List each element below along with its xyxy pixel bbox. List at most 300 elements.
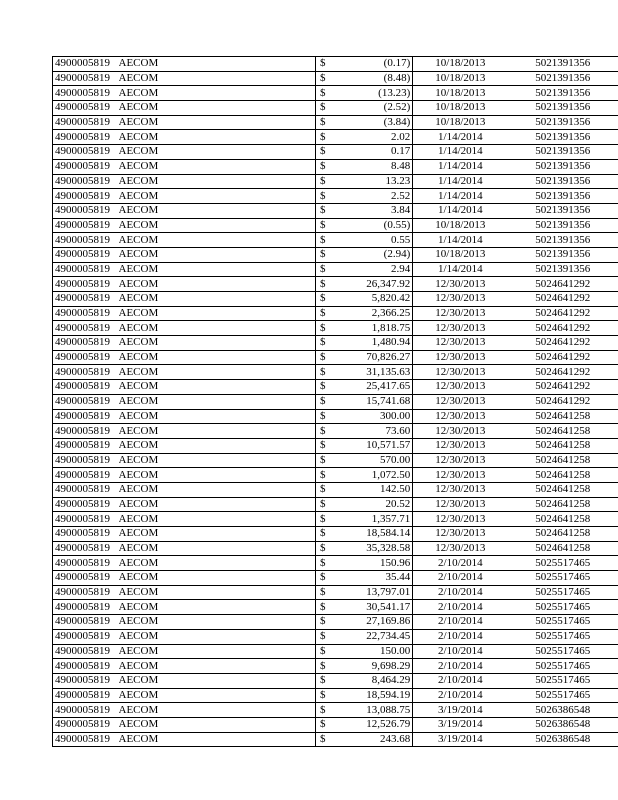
currency-cell: $ xyxy=(316,512,331,527)
document-number-cell: 5024641292 xyxy=(535,365,591,378)
document-number-cell: 5021391356 xyxy=(535,174,591,187)
document-number-cell: 5024641258 xyxy=(535,468,591,481)
vendor-name-cell: AECOM xyxy=(118,395,159,408)
date-cell: 1/14/2014 xyxy=(438,204,483,217)
date-cell: 12/30/2013 xyxy=(435,542,486,555)
vendor-name-cell: AECOM xyxy=(118,674,159,687)
amount-cell: 243.68 xyxy=(330,732,412,747)
currency-cell: $ xyxy=(316,629,331,644)
date-cell: 12/30/2013 xyxy=(435,483,486,496)
table-row xyxy=(53,350,618,365)
vendor-id-cell: 4900005819 xyxy=(53,644,119,659)
table-row xyxy=(53,130,618,145)
amount-cell: 13.23 xyxy=(330,174,412,189)
document-number-cell: 5024641258 xyxy=(535,512,591,525)
vendor-id-cell: 4900005819 xyxy=(53,101,119,116)
amount-cell: 9,698.29 xyxy=(330,659,412,674)
amount-cell: 1,818.75 xyxy=(330,321,412,336)
amount-cell: 18,594.19 xyxy=(330,688,412,703)
vendor-name-cell: AECOM xyxy=(118,659,159,672)
vendor-id-cell: 4900005819 xyxy=(53,615,119,630)
vendor-name-cell: AECOM xyxy=(118,424,159,437)
vendor-id-cell: 4900005819 xyxy=(53,409,119,424)
vendor-name-cell: AECOM xyxy=(118,600,159,613)
date-cell: 2/10/2014 xyxy=(438,630,483,643)
document-number-cell: 5024641258 xyxy=(535,483,591,496)
vendor-name-cell: AECOM xyxy=(118,233,159,246)
vendor-id-cell: 4900005819 xyxy=(53,306,119,321)
vendor-name-cell: AECOM xyxy=(118,483,159,496)
table-row xyxy=(53,571,618,586)
vendor-name-cell: AECOM xyxy=(118,630,159,643)
amount-cell: 142.50 xyxy=(330,482,412,497)
currency-cell: $ xyxy=(316,71,331,86)
document-number-cell: 5024641292 xyxy=(535,307,591,320)
currency-cell: $ xyxy=(316,615,331,630)
amount-cell: 3.84 xyxy=(330,203,412,218)
date-cell: 10/18/2013 xyxy=(435,248,486,261)
vendor-id-cell: 4900005819 xyxy=(53,57,119,72)
document-number-cell: 5025517465 xyxy=(535,630,591,643)
vendor-id-cell: 4900005819 xyxy=(53,394,119,409)
vendor-name-cell: AECOM xyxy=(118,497,159,510)
document-number-cell: 5024641292 xyxy=(535,351,591,364)
ledger-body xyxy=(53,57,618,747)
vendor-name-cell: AECOM xyxy=(118,542,159,555)
date-cell: 2/10/2014 xyxy=(438,674,483,687)
currency-cell: $ xyxy=(316,350,331,365)
document-number-cell: 5021391356 xyxy=(535,130,591,143)
vendor-name-cell: AECOM xyxy=(118,160,159,173)
date-cell: 10/18/2013 xyxy=(435,86,486,99)
vendor-name-cell: AECOM xyxy=(118,130,159,143)
document-number-cell: 5024641258 xyxy=(535,527,591,540)
date-cell: 1/14/2014 xyxy=(438,160,483,173)
document-number-cell: 5024641292 xyxy=(535,277,591,290)
date-cell: 12/30/2013 xyxy=(435,365,486,378)
currency-cell: $ xyxy=(316,336,331,351)
currency-cell: $ xyxy=(316,380,331,395)
date-cell: 10/18/2013 xyxy=(435,57,486,70)
vendor-id-cell: 4900005819 xyxy=(53,350,119,365)
document-number-cell: 5021391356 xyxy=(535,160,591,173)
date-cell: 12/30/2013 xyxy=(435,351,486,364)
table-row xyxy=(53,71,618,86)
currency-cell: $ xyxy=(316,57,331,72)
document-number-cell: 5026386548 xyxy=(535,703,591,716)
vendor-id-cell: 4900005819 xyxy=(53,115,119,130)
date-cell: 12/30/2013 xyxy=(435,453,486,466)
amount-cell: 18,584.14 xyxy=(330,527,412,542)
table-row xyxy=(53,101,618,116)
amount-cell: 0.17 xyxy=(330,145,412,160)
amount-cell: 27,169.86 xyxy=(330,615,412,630)
date-cell: 3/19/2014 xyxy=(438,718,483,731)
date-cell: 3/19/2014 xyxy=(438,732,483,745)
amount-cell: 300.00 xyxy=(330,409,412,424)
document-number-cell: 5021391356 xyxy=(535,189,591,202)
vendor-name-cell: AECOM xyxy=(118,556,159,569)
currency-cell: $ xyxy=(316,159,331,174)
table-row xyxy=(53,585,618,600)
amount-cell: 12,526.79 xyxy=(330,717,412,732)
date-cell: 1/14/2014 xyxy=(438,174,483,187)
amount-cell: 13,797.01 xyxy=(330,585,412,600)
vendor-id-cell: 4900005819 xyxy=(53,438,119,453)
amount-cell: 70,826.27 xyxy=(330,350,412,365)
vendor-name-cell: AECOM xyxy=(118,351,159,364)
amount-cell: 31,135.63 xyxy=(330,365,412,380)
vendor-id-cell: 4900005819 xyxy=(53,527,119,542)
vendor-id-cell: 4900005819 xyxy=(53,541,119,556)
currency-cell: $ xyxy=(316,145,331,160)
vendor-id-cell: 4900005819 xyxy=(53,629,119,644)
vendor-id-cell: 4900005819 xyxy=(53,673,119,688)
date-cell: 10/18/2013 xyxy=(435,72,486,85)
vendor-name-cell: AECOM xyxy=(118,571,159,584)
amount-cell: (3.84) xyxy=(330,115,412,130)
amount-cell: 20.52 xyxy=(330,497,412,512)
vendor-name-cell: AECOM xyxy=(118,204,159,217)
date-cell: 12/30/2013 xyxy=(435,439,486,452)
currency-cell: $ xyxy=(316,174,331,189)
document-number-cell: 5021391356 xyxy=(535,86,591,99)
currency-cell: $ xyxy=(316,365,331,380)
document-number-cell: 5024641258 xyxy=(535,542,591,555)
currency-cell: $ xyxy=(316,394,331,409)
vendor-name-cell: AECOM xyxy=(118,439,159,452)
table-row xyxy=(53,145,618,160)
document-number-cell: 5026386548 xyxy=(535,732,591,745)
table-row xyxy=(53,673,618,688)
amount-cell: 35,328.58 xyxy=(330,541,412,556)
amount-cell: 30,541.17 xyxy=(330,600,412,615)
date-cell: 1/14/2014 xyxy=(438,145,483,158)
vendor-id-cell: 4900005819 xyxy=(53,159,119,174)
amount-cell: 35.44 xyxy=(330,571,412,586)
amount-cell: 1,072.50 xyxy=(330,468,412,483)
vendor-id-cell: 4900005819 xyxy=(53,233,119,248)
vendor-id-cell: 4900005819 xyxy=(53,424,119,439)
vendor-name-cell: AECOM xyxy=(118,718,159,731)
amount-cell: 150.96 xyxy=(330,556,412,571)
vendor-name-cell: AECOM xyxy=(118,145,159,158)
amount-cell: 150.00 xyxy=(330,644,412,659)
table-row xyxy=(53,732,618,747)
date-cell: 12/30/2013 xyxy=(435,512,486,525)
document-number-cell: 5021391356 xyxy=(535,218,591,231)
vendor-name-cell: AECOM xyxy=(118,365,159,378)
date-cell: 2/10/2014 xyxy=(438,688,483,701)
amount-cell: 15,741.68 xyxy=(330,394,412,409)
currency-cell: $ xyxy=(316,306,331,321)
vendor-id-cell: 4900005819 xyxy=(53,512,119,527)
date-cell: 12/30/2013 xyxy=(435,409,486,422)
document-number-cell: 5024641292 xyxy=(535,336,591,349)
currency-cell: $ xyxy=(316,453,331,468)
document-number-cell: 5021391356 xyxy=(535,204,591,217)
table-row xyxy=(53,512,618,527)
table-row xyxy=(53,380,618,395)
date-cell: 1/14/2014 xyxy=(438,262,483,275)
amount-cell: 2,366.25 xyxy=(330,306,412,321)
document-number-cell: 5024641258 xyxy=(535,439,591,452)
vendor-id-cell: 4900005819 xyxy=(53,717,119,732)
vendor-name-cell: AECOM xyxy=(118,688,159,701)
document-number-cell: 5024641292 xyxy=(535,380,591,393)
amount-cell: 8,464.29 xyxy=(330,673,412,688)
currency-cell: $ xyxy=(316,717,331,732)
amount-cell: 0.55 xyxy=(330,233,412,248)
table-row xyxy=(53,482,618,497)
vendor-id-cell: 4900005819 xyxy=(53,585,119,600)
vendor-id-cell: 4900005819 xyxy=(53,71,119,86)
amount-cell: 2.02 xyxy=(330,130,412,145)
table-row xyxy=(53,292,618,307)
document-number-cell: 5025517465 xyxy=(535,586,591,599)
table-row xyxy=(53,659,618,674)
currency-cell: $ xyxy=(316,130,331,145)
document-number-cell: 5021391356 xyxy=(535,116,591,129)
document-number-cell: 5024641292 xyxy=(535,321,591,334)
document-number-cell: 5025517465 xyxy=(535,644,591,657)
vendor-name-cell: AECOM xyxy=(118,644,159,657)
table-row xyxy=(53,717,618,732)
document-number-cell: 5025517465 xyxy=(535,600,591,613)
table-row xyxy=(53,453,618,468)
vendor-id-cell: 4900005819 xyxy=(53,482,119,497)
table-row xyxy=(53,615,618,630)
vendor-name-cell: AECOM xyxy=(118,189,159,202)
table-row xyxy=(53,262,618,277)
date-cell: 12/30/2013 xyxy=(435,307,486,320)
amount-cell: 26,347.92 xyxy=(330,277,412,292)
amount-cell: 8.48 xyxy=(330,159,412,174)
document-number-cell: 5021391356 xyxy=(535,233,591,246)
table-row xyxy=(53,424,618,439)
vendor-name-cell: AECOM xyxy=(118,218,159,231)
vendor-name-cell: AECOM xyxy=(118,586,159,599)
date-cell: 12/30/2013 xyxy=(435,292,486,305)
table-row xyxy=(53,159,618,174)
currency-cell: $ xyxy=(316,585,331,600)
currency-cell: $ xyxy=(316,541,331,556)
amount-cell: 1,480.94 xyxy=(330,336,412,351)
date-cell: 12/30/2013 xyxy=(435,321,486,334)
vendor-name-cell: AECOM xyxy=(118,277,159,290)
document-number-cell: 5021391356 xyxy=(535,248,591,261)
currency-cell: $ xyxy=(316,292,331,307)
amount-cell: 10,571.57 xyxy=(330,438,412,453)
date-cell: 1/14/2014 xyxy=(438,189,483,202)
vendor-id-cell: 4900005819 xyxy=(53,218,119,233)
amount-cell: (8.48) xyxy=(330,71,412,86)
document-number-cell: 5024641292 xyxy=(535,292,591,305)
vendor-name-cell: AECOM xyxy=(118,307,159,320)
document-number-cell: 5025517465 xyxy=(535,688,591,701)
table-row xyxy=(53,629,618,644)
vendor-name-cell: AECOM xyxy=(118,453,159,466)
document-number-cell: 5024641258 xyxy=(535,424,591,437)
amount-cell: 2.94 xyxy=(330,262,412,277)
vendor-name-cell: AECOM xyxy=(118,57,159,70)
date-cell: 12/30/2013 xyxy=(435,380,486,393)
currency-cell: $ xyxy=(316,115,331,130)
vendor-name-cell: AECOM xyxy=(118,116,159,129)
document-number-cell: 5026386548 xyxy=(535,718,591,731)
vendor-id-cell: 4900005819 xyxy=(53,556,119,571)
table-row xyxy=(53,115,618,130)
date-cell: 1/14/2014 xyxy=(438,130,483,143)
document-number-cell: 5025517465 xyxy=(535,556,591,569)
date-cell: 12/30/2013 xyxy=(435,336,486,349)
document-number-cell: 5025517465 xyxy=(535,674,591,687)
vendor-name-cell: AECOM xyxy=(118,86,159,99)
vendor-name-cell: AECOM xyxy=(118,409,159,422)
document-number-cell: 5024641258 xyxy=(535,453,591,466)
vendor-id-cell: 4900005819 xyxy=(53,468,119,483)
currency-cell: $ xyxy=(316,571,331,586)
vendor-id-cell: 4900005819 xyxy=(53,130,119,145)
amount-cell: (13.23) xyxy=(330,86,412,101)
date-cell: 2/10/2014 xyxy=(438,659,483,672)
document-number-cell: 5021391356 xyxy=(535,145,591,158)
table-row xyxy=(53,336,618,351)
table-row xyxy=(53,409,618,424)
currency-cell: $ xyxy=(316,468,331,483)
currency-cell: $ xyxy=(316,688,331,703)
table-row xyxy=(53,218,618,233)
document-number-cell: 5024641292 xyxy=(535,395,591,408)
vendor-name-cell: AECOM xyxy=(118,248,159,261)
date-cell: 10/18/2013 xyxy=(435,101,486,114)
date-cell: 10/18/2013 xyxy=(435,218,486,231)
table-row xyxy=(53,703,618,718)
document-number-cell: 5021391356 xyxy=(535,262,591,275)
date-cell: 3/19/2014 xyxy=(438,703,483,716)
currency-cell: $ xyxy=(316,644,331,659)
date-cell: 12/30/2013 xyxy=(435,497,486,510)
vendor-id-cell: 4900005819 xyxy=(53,600,119,615)
currency-cell: $ xyxy=(316,673,331,688)
currency-cell: $ xyxy=(316,732,331,747)
table-row xyxy=(53,365,618,380)
date-cell: 2/10/2014 xyxy=(438,600,483,613)
amount-cell: 570.00 xyxy=(330,453,412,468)
table-row xyxy=(53,394,618,409)
date-cell: 2/10/2014 xyxy=(438,571,483,584)
amount-cell: 2.52 xyxy=(330,189,412,204)
table-row xyxy=(53,438,618,453)
vendor-id-cell: 4900005819 xyxy=(53,703,119,718)
amount-cell: (0.17) xyxy=(330,57,412,72)
amount-cell: 25,417.65 xyxy=(330,380,412,395)
currency-cell: $ xyxy=(316,247,331,262)
document-number-cell: 5025517465 xyxy=(535,659,591,672)
currency-cell: $ xyxy=(316,527,331,542)
vendor-id-cell: 4900005819 xyxy=(53,571,119,586)
currency-cell: $ xyxy=(316,600,331,615)
currency-cell: $ xyxy=(316,482,331,497)
table-row xyxy=(53,321,618,336)
table-row xyxy=(53,86,618,101)
amount-cell: (2.52) xyxy=(330,101,412,116)
vendor-name-cell: AECOM xyxy=(118,527,159,540)
date-cell: 10/18/2013 xyxy=(435,116,486,129)
document-number-cell: 5021391356 xyxy=(535,101,591,114)
table-row xyxy=(53,556,618,571)
currency-cell: $ xyxy=(316,409,331,424)
document-number-cell: 5024641258 xyxy=(535,497,591,510)
vendor-name-cell: AECOM xyxy=(118,703,159,716)
vendor-id-cell: 4900005819 xyxy=(53,86,119,101)
table-row xyxy=(53,247,618,262)
vendor-name-cell: AECOM xyxy=(118,321,159,334)
document-number-cell: 5025517465 xyxy=(535,615,591,628)
date-cell: 12/30/2013 xyxy=(435,277,486,290)
vendor-name-cell: AECOM xyxy=(118,292,159,305)
date-cell: 2/10/2014 xyxy=(438,644,483,657)
currency-cell: $ xyxy=(316,659,331,674)
table-row xyxy=(53,600,618,615)
document-number-cell: 5021391356 xyxy=(535,72,591,85)
amount-cell: 13,088.75 xyxy=(330,703,412,718)
vendor-id-cell: 4900005819 xyxy=(53,262,119,277)
currency-cell: $ xyxy=(316,262,331,277)
table-row xyxy=(53,203,618,218)
currency-cell: $ xyxy=(316,556,331,571)
date-cell: 2/10/2014 xyxy=(438,556,483,569)
amount-cell: 22,734.45 xyxy=(330,629,412,644)
vendor-id-cell: 4900005819 xyxy=(53,336,119,351)
currency-cell: $ xyxy=(316,189,331,204)
amount-cell: 73.60 xyxy=(330,424,412,439)
table-row xyxy=(53,497,618,512)
vendor-id-cell: 4900005819 xyxy=(53,277,119,292)
vendor-id-cell: 4900005819 xyxy=(53,189,119,204)
vendor-id-cell: 4900005819 xyxy=(53,145,119,160)
vendor-name-cell: AECOM xyxy=(118,101,159,114)
table-row xyxy=(53,306,618,321)
currency-cell: $ xyxy=(316,101,331,116)
currency-cell: $ xyxy=(316,203,331,218)
date-cell: 2/10/2014 xyxy=(438,615,483,628)
vendor-id-cell: 4900005819 xyxy=(53,732,119,747)
table-row xyxy=(53,277,618,292)
vendor-id-cell: 4900005819 xyxy=(53,380,119,395)
vendor-id-cell: 4900005819 xyxy=(53,659,119,674)
vendor-name-cell: AECOM xyxy=(118,336,159,349)
currency-cell: $ xyxy=(316,703,331,718)
table-row xyxy=(53,233,618,248)
amount-cell: 5,820.42 xyxy=(330,292,412,307)
date-cell: 12/30/2013 xyxy=(435,395,486,408)
document-number-cell: 5025517465 xyxy=(535,571,591,584)
vendor-id-cell: 4900005819 xyxy=(53,174,119,189)
amount-cell: (2.94) xyxy=(330,247,412,262)
vendor-name-cell: AECOM xyxy=(118,732,159,745)
table-row xyxy=(53,174,618,189)
date-cell: 1/14/2014 xyxy=(438,233,483,246)
vendor-name-cell: AECOM xyxy=(118,615,159,628)
currency-cell: $ xyxy=(316,424,331,439)
vendor-name-cell: AECOM xyxy=(118,72,159,85)
currency-cell: $ xyxy=(316,438,331,453)
date-cell: 12/30/2013 xyxy=(435,527,486,540)
vendor-name-cell: AECOM xyxy=(118,174,159,187)
currency-cell: $ xyxy=(316,321,331,336)
vendor-id-cell: 4900005819 xyxy=(53,497,119,512)
